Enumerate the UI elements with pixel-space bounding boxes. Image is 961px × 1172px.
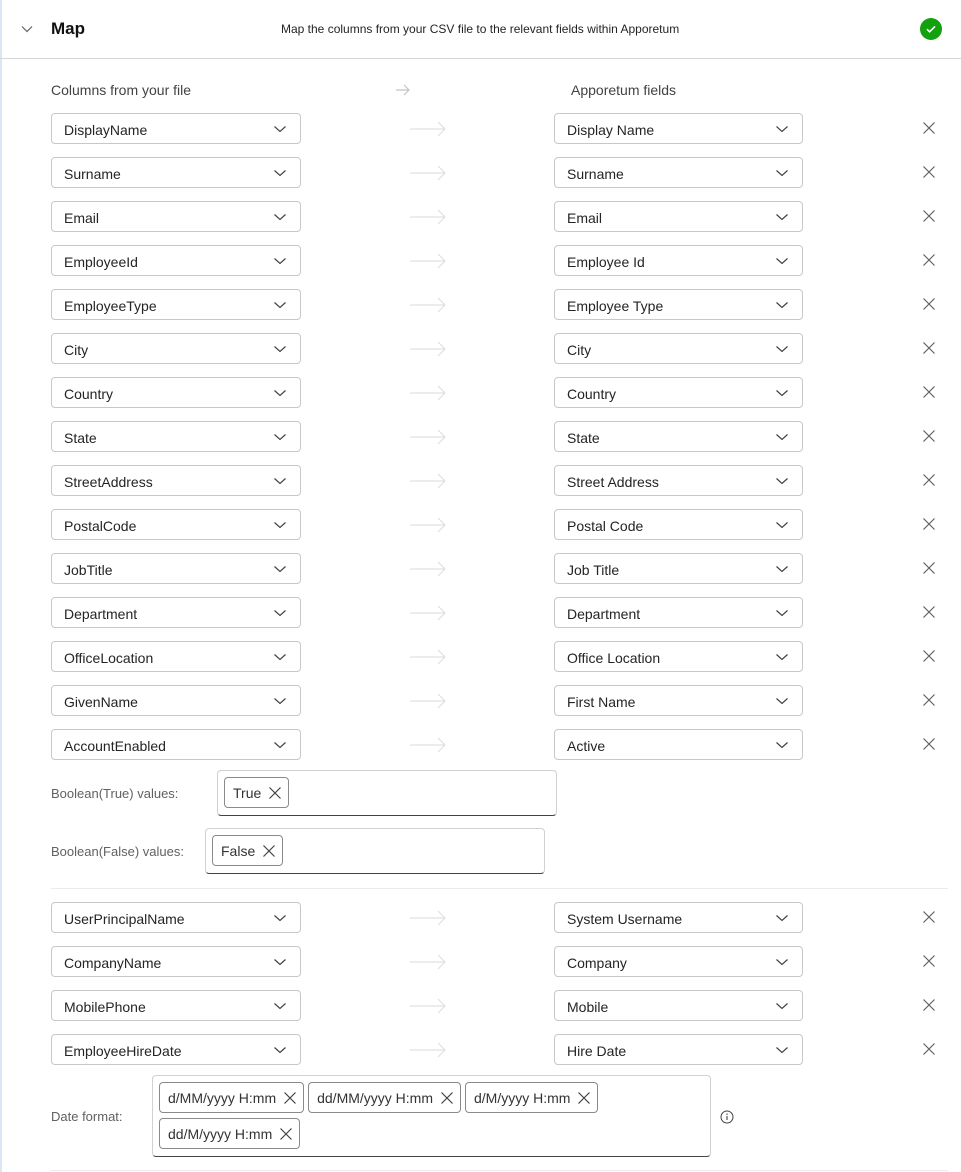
divider: [51, 888, 948, 889]
arrow-right-icon: [409, 693, 447, 709]
remove-tag-icon[interactable]: [283, 1091, 297, 1105]
target-field-value: Employee Type: [567, 298, 664, 314]
source-column-value: Surname: [64, 166, 121, 182]
target-field-dropdown[interactable]: [554, 902, 803, 933]
source-column-dropdown[interactable]: [51, 157, 301, 188]
remove-mapping-icon[interactable]: [922, 385, 936, 404]
remove-mapping-icon[interactable]: [922, 253, 936, 272]
remove-mapping-icon[interactable]: [922, 998, 936, 1017]
mapping-row: [51, 902, 951, 933]
source-column-value: Department: [64, 606, 138, 622]
chevron-down-icon: [775, 256, 789, 266]
remove-mapping-icon[interactable]: [922, 561, 936, 580]
arrow-right-icon: [409, 165, 447, 181]
source-column-dropdown[interactable]: [51, 553, 301, 584]
chevron-down-icon: [273, 957, 287, 967]
source-column-value: StreetAddress: [64, 474, 153, 490]
mapping-row: [51, 377, 951, 408]
chevron-down-icon: [273, 476, 287, 486]
target-field-value: City: [567, 342, 592, 358]
tag-label: d/M/yyyy H:mm: [474, 1089, 571, 1106]
date-format-input[interactable]: [152, 1075, 711, 1157]
target-field-dropdown[interactable]: [554, 157, 803, 188]
target-field-value: Job Title: [567, 562, 620, 578]
arrow-right-icon: [409, 605, 447, 621]
arrow-right-icon: [409, 954, 447, 970]
target-field-dropdown[interactable]: [554, 553, 803, 584]
remove-mapping-icon[interactable]: [922, 910, 936, 929]
chevron-down-icon: [273, 696, 287, 706]
source-column-value: AccountEnabled: [64, 738, 166, 754]
tag-label: True: [233, 784, 262, 801]
mapping-group-2: [51, 902, 951, 1078]
remove-mapping-icon[interactable]: [922, 1042, 936, 1061]
remove-tag-icon[interactable]: [577, 1091, 591, 1105]
chevron-down-icon: [273, 344, 287, 354]
remove-mapping-icon[interactable]: [922, 209, 936, 228]
mapping-row: [51, 421, 951, 452]
source-column-dropdown[interactable]: [51, 902, 301, 933]
chevron-down-icon: [273, 740, 287, 750]
source-column-dropdown[interactable]: [51, 201, 301, 232]
target-field-dropdown[interactable]: [554, 201, 803, 232]
source-column-value: City: [64, 342, 89, 358]
target-field-value: Surname: [567, 166, 624, 182]
target-field-value: Active: [567, 738, 606, 754]
remove-mapping-icon[interactable]: [922, 954, 936, 973]
target-field-value: Department: [567, 606, 641, 622]
target-field-dropdown[interactable]: [554, 245, 803, 276]
remove-mapping-icon[interactable]: [922, 429, 936, 448]
mapping-group-1: [51, 113, 951, 773]
target-field-dropdown[interactable]: [554, 289, 803, 320]
mapping-row: [51, 245, 951, 276]
mapping-row: [51, 597, 951, 628]
chevron-down-icon: [273, 388, 287, 398]
boolean-true-label: Boolean(True) values:: [51, 786, 179, 801]
value-tag: [159, 1082, 304, 1113]
arrow-right-icon: [409, 297, 447, 313]
source-column-value: GivenName: [64, 694, 138, 710]
remove-mapping-icon[interactable]: [922, 121, 936, 140]
chevron-down-icon: [273, 432, 287, 442]
boolean-true-input[interactable]: [217, 770, 557, 816]
tag-label: False: [221, 842, 256, 859]
chevron-down-icon: [775, 300, 789, 310]
chevron-down-icon: [273, 1001, 287, 1011]
mapping-row: [51, 333, 951, 364]
target-field-value: Company: [567, 955, 627, 971]
mapping-row: [51, 729, 951, 760]
arrow-right-icon: [409, 121, 447, 137]
chevron-down-icon[interactable]: [20, 22, 34, 36]
chevron-down-icon: [273, 256, 287, 266]
arrow-right-icon: [409, 1042, 447, 1058]
mapping-row: [51, 509, 951, 540]
remove-mapping-icon[interactable]: [922, 605, 936, 624]
source-column-value: EmployeeHireDate: [64, 1043, 182, 1059]
divider: [51, 1170, 948, 1171]
arrow-right-icon: [409, 429, 447, 445]
chevron-down-icon: [775, 388, 789, 398]
target-field-dropdown[interactable]: [554, 597, 803, 628]
remove-mapping-icon[interactable]: [922, 693, 936, 712]
source-column-dropdown[interactable]: [51, 465, 301, 496]
source-column-dropdown[interactable]: [51, 333, 301, 364]
target-field-dropdown[interactable]: [554, 1034, 803, 1065]
info-icon[interactable]: [720, 1110, 734, 1124]
chevron-down-icon: [775, 740, 789, 750]
source-column-value: State: [64, 430, 97, 446]
remove-mapping-icon[interactable]: [922, 517, 936, 536]
source-column-dropdown[interactable]: [51, 245, 301, 276]
remove-mapping-icon[interactable]: [922, 737, 936, 756]
target-fields-heading: Apporetum fields: [571, 82, 677, 98]
target-field-value: State: [567, 430, 600, 446]
section-subtitle: Map the columns from your CSV file to the relevant fields within Apporetum: [281, 22, 680, 36]
target-field-dropdown[interactable]: [554, 946, 803, 977]
chevron-down-icon: [775, 124, 789, 134]
chevron-down-icon: [273, 520, 287, 530]
target-field-dropdown[interactable]: [554, 333, 803, 364]
source-column-value: PostalCode: [64, 518, 137, 534]
target-field-value: Mobile: [567, 999, 609, 1015]
panel-border: [0, 0, 2, 1172]
arrow-right-icon: [409, 910, 447, 926]
chevron-down-icon: [775, 652, 789, 662]
source-column-value: DisplayName: [64, 122, 148, 138]
target-field-dropdown[interactable]: [554, 685, 803, 716]
remove-mapping-icon[interactable]: [922, 165, 936, 184]
target-field-value: Employee Id: [567, 254, 645, 270]
mapping-row: [51, 946, 951, 977]
value-tag: [159, 1118, 300, 1149]
value-tag: [212, 835, 283, 866]
mapping-row: [51, 553, 951, 584]
source-column-dropdown[interactable]: [51, 597, 301, 628]
arrow-right-icon: [395, 83, 411, 97]
target-field-dropdown[interactable]: [554, 377, 803, 408]
target-field-dropdown[interactable]: [554, 421, 803, 452]
source-column-dropdown[interactable]: [51, 641, 301, 672]
target-field-value: Display Name: [567, 122, 655, 138]
source-column-value: CompanyName: [64, 955, 162, 971]
chevron-down-icon: [775, 608, 789, 618]
date-format-label: Date format:: [51, 1109, 123, 1124]
remove-mapping-icon[interactable]: [922, 297, 936, 316]
chevron-down-icon: [273, 913, 287, 923]
source-column-value: Email: [64, 210, 100, 226]
arrow-right-icon: [409, 737, 447, 753]
mapping-row: [51, 157, 951, 188]
boolean-false-input[interactable]: [205, 828, 545, 874]
chevron-down-icon: [273, 564, 287, 574]
source-column-value: UserPrincipalName: [64, 911, 185, 927]
remove-mapping-icon[interactable]: [922, 649, 936, 668]
value-tag: [308, 1082, 461, 1113]
target-field-value: Country: [567, 386, 617, 402]
chevron-down-icon: [775, 564, 789, 574]
source-column-value: EmployeeId: [64, 254, 138, 270]
source-column-value: OfficeLocation: [64, 650, 154, 666]
chevron-down-icon: [273, 124, 287, 134]
value-tag: [224, 777, 289, 808]
source-column-dropdown[interactable]: [51, 377, 301, 408]
source-column-value: Country: [64, 386, 114, 402]
source-column-dropdown[interactable]: [51, 113, 301, 144]
arrow-right-icon: [409, 561, 447, 577]
mapping-row: [51, 465, 951, 496]
arrow-right-icon: [409, 385, 447, 401]
arrow-right-icon: [409, 649, 447, 665]
section-header[interactable]: [0, 0, 961, 59]
source-column-dropdown[interactable]: [51, 946, 301, 977]
tag-label: d/MM/yyyy H:mm: [168, 1089, 277, 1106]
source-column-value: MobilePhone: [64, 999, 146, 1015]
section-title: Map: [51, 19, 85, 38]
target-field-value: Street Address: [567, 474, 659, 490]
target-field-dropdown[interactable]: [554, 641, 803, 672]
arrow-right-icon: [409, 998, 447, 1014]
remove-tag-icon[interactable]: [268, 786, 282, 800]
chevron-down-icon: [273, 608, 287, 618]
target-field-value: Email: [567, 210, 603, 226]
arrow-right-icon: [409, 209, 447, 225]
target-field-dropdown[interactable]: [554, 729, 803, 760]
target-field-value: System Username: [567, 911, 683, 927]
source-column-dropdown[interactable]: [51, 990, 301, 1021]
source-column-value: JobTitle: [64, 562, 113, 578]
source-column-dropdown[interactable]: [51, 685, 301, 716]
target-field-dropdown[interactable]: [554, 990, 803, 1021]
chevron-down-icon: [775, 344, 789, 354]
target-field-dropdown[interactable]: [554, 509, 803, 540]
arrow-right-icon: [409, 253, 447, 269]
mapping-row: [51, 113, 951, 144]
chevron-down-icon: [775, 913, 789, 923]
mapping-row: [51, 1034, 951, 1065]
remove-mapping-icon[interactable]: [922, 473, 936, 492]
target-field-value: Hire Date: [567, 1043, 627, 1059]
source-column-dropdown[interactable]: [51, 509, 301, 540]
mapping-row: [51, 990, 951, 1021]
value-tag: [465, 1082, 598, 1113]
remove-tag-icon[interactable]: [279, 1127, 293, 1141]
chevron-down-icon: [273, 652, 287, 662]
tag-label: dd/M/yyyy H:mm: [168, 1125, 273, 1142]
source-column-dropdown[interactable]: [51, 1034, 301, 1065]
arrow-right-icon: [409, 517, 447, 533]
chevron-down-icon: [273, 300, 287, 310]
boolean-false-label: Boolean(False) values:: [51, 844, 184, 859]
chevron-down-icon: [775, 520, 789, 530]
mapping-row: [51, 641, 951, 672]
remove-tag-icon[interactable]: [262, 844, 276, 858]
chevron-down-icon: [775, 476, 789, 486]
chevron-down-icon: [775, 168, 789, 178]
target-field-value: First Name: [567, 694, 636, 710]
chevron-down-icon: [775, 957, 789, 967]
mapping-row: [51, 289, 951, 320]
source-columns-heading: Columns from your file: [51, 82, 192, 98]
chevron-down-icon: [775, 1001, 789, 1011]
remove-tag-icon[interactable]: [440, 1091, 454, 1105]
target-field-value: Postal Code: [567, 518, 644, 534]
chevron-down-icon: [775, 696, 789, 706]
chevron-down-icon: [775, 432, 789, 442]
tag-label: dd/MM/yyyy H:mm: [317, 1089, 433, 1106]
remove-mapping-icon[interactable]: [922, 341, 936, 360]
arrow-right-icon: [409, 473, 447, 489]
mapping-row: [51, 201, 951, 232]
source-column-dropdown[interactable]: [51, 729, 301, 760]
source-column-value: EmployeeType: [64, 298, 157, 314]
chevron-down-icon: [273, 168, 287, 178]
mapping-row: [51, 685, 951, 716]
target-field-value: Office Location: [567, 650, 661, 666]
source-column-dropdown[interactable]: [51, 289, 301, 320]
arrow-right-icon: [409, 341, 447, 357]
chevron-down-icon: [775, 212, 789, 222]
target-field-dropdown[interactable]: [554, 465, 803, 496]
chevron-down-icon: [775, 1045, 789, 1055]
success-check-icon: [920, 18, 942, 40]
target-field-dropdown[interactable]: [554, 113, 803, 144]
source-column-dropdown[interactable]: [51, 421, 301, 452]
chevron-down-icon: [273, 1045, 287, 1055]
chevron-down-icon: [273, 212, 287, 222]
